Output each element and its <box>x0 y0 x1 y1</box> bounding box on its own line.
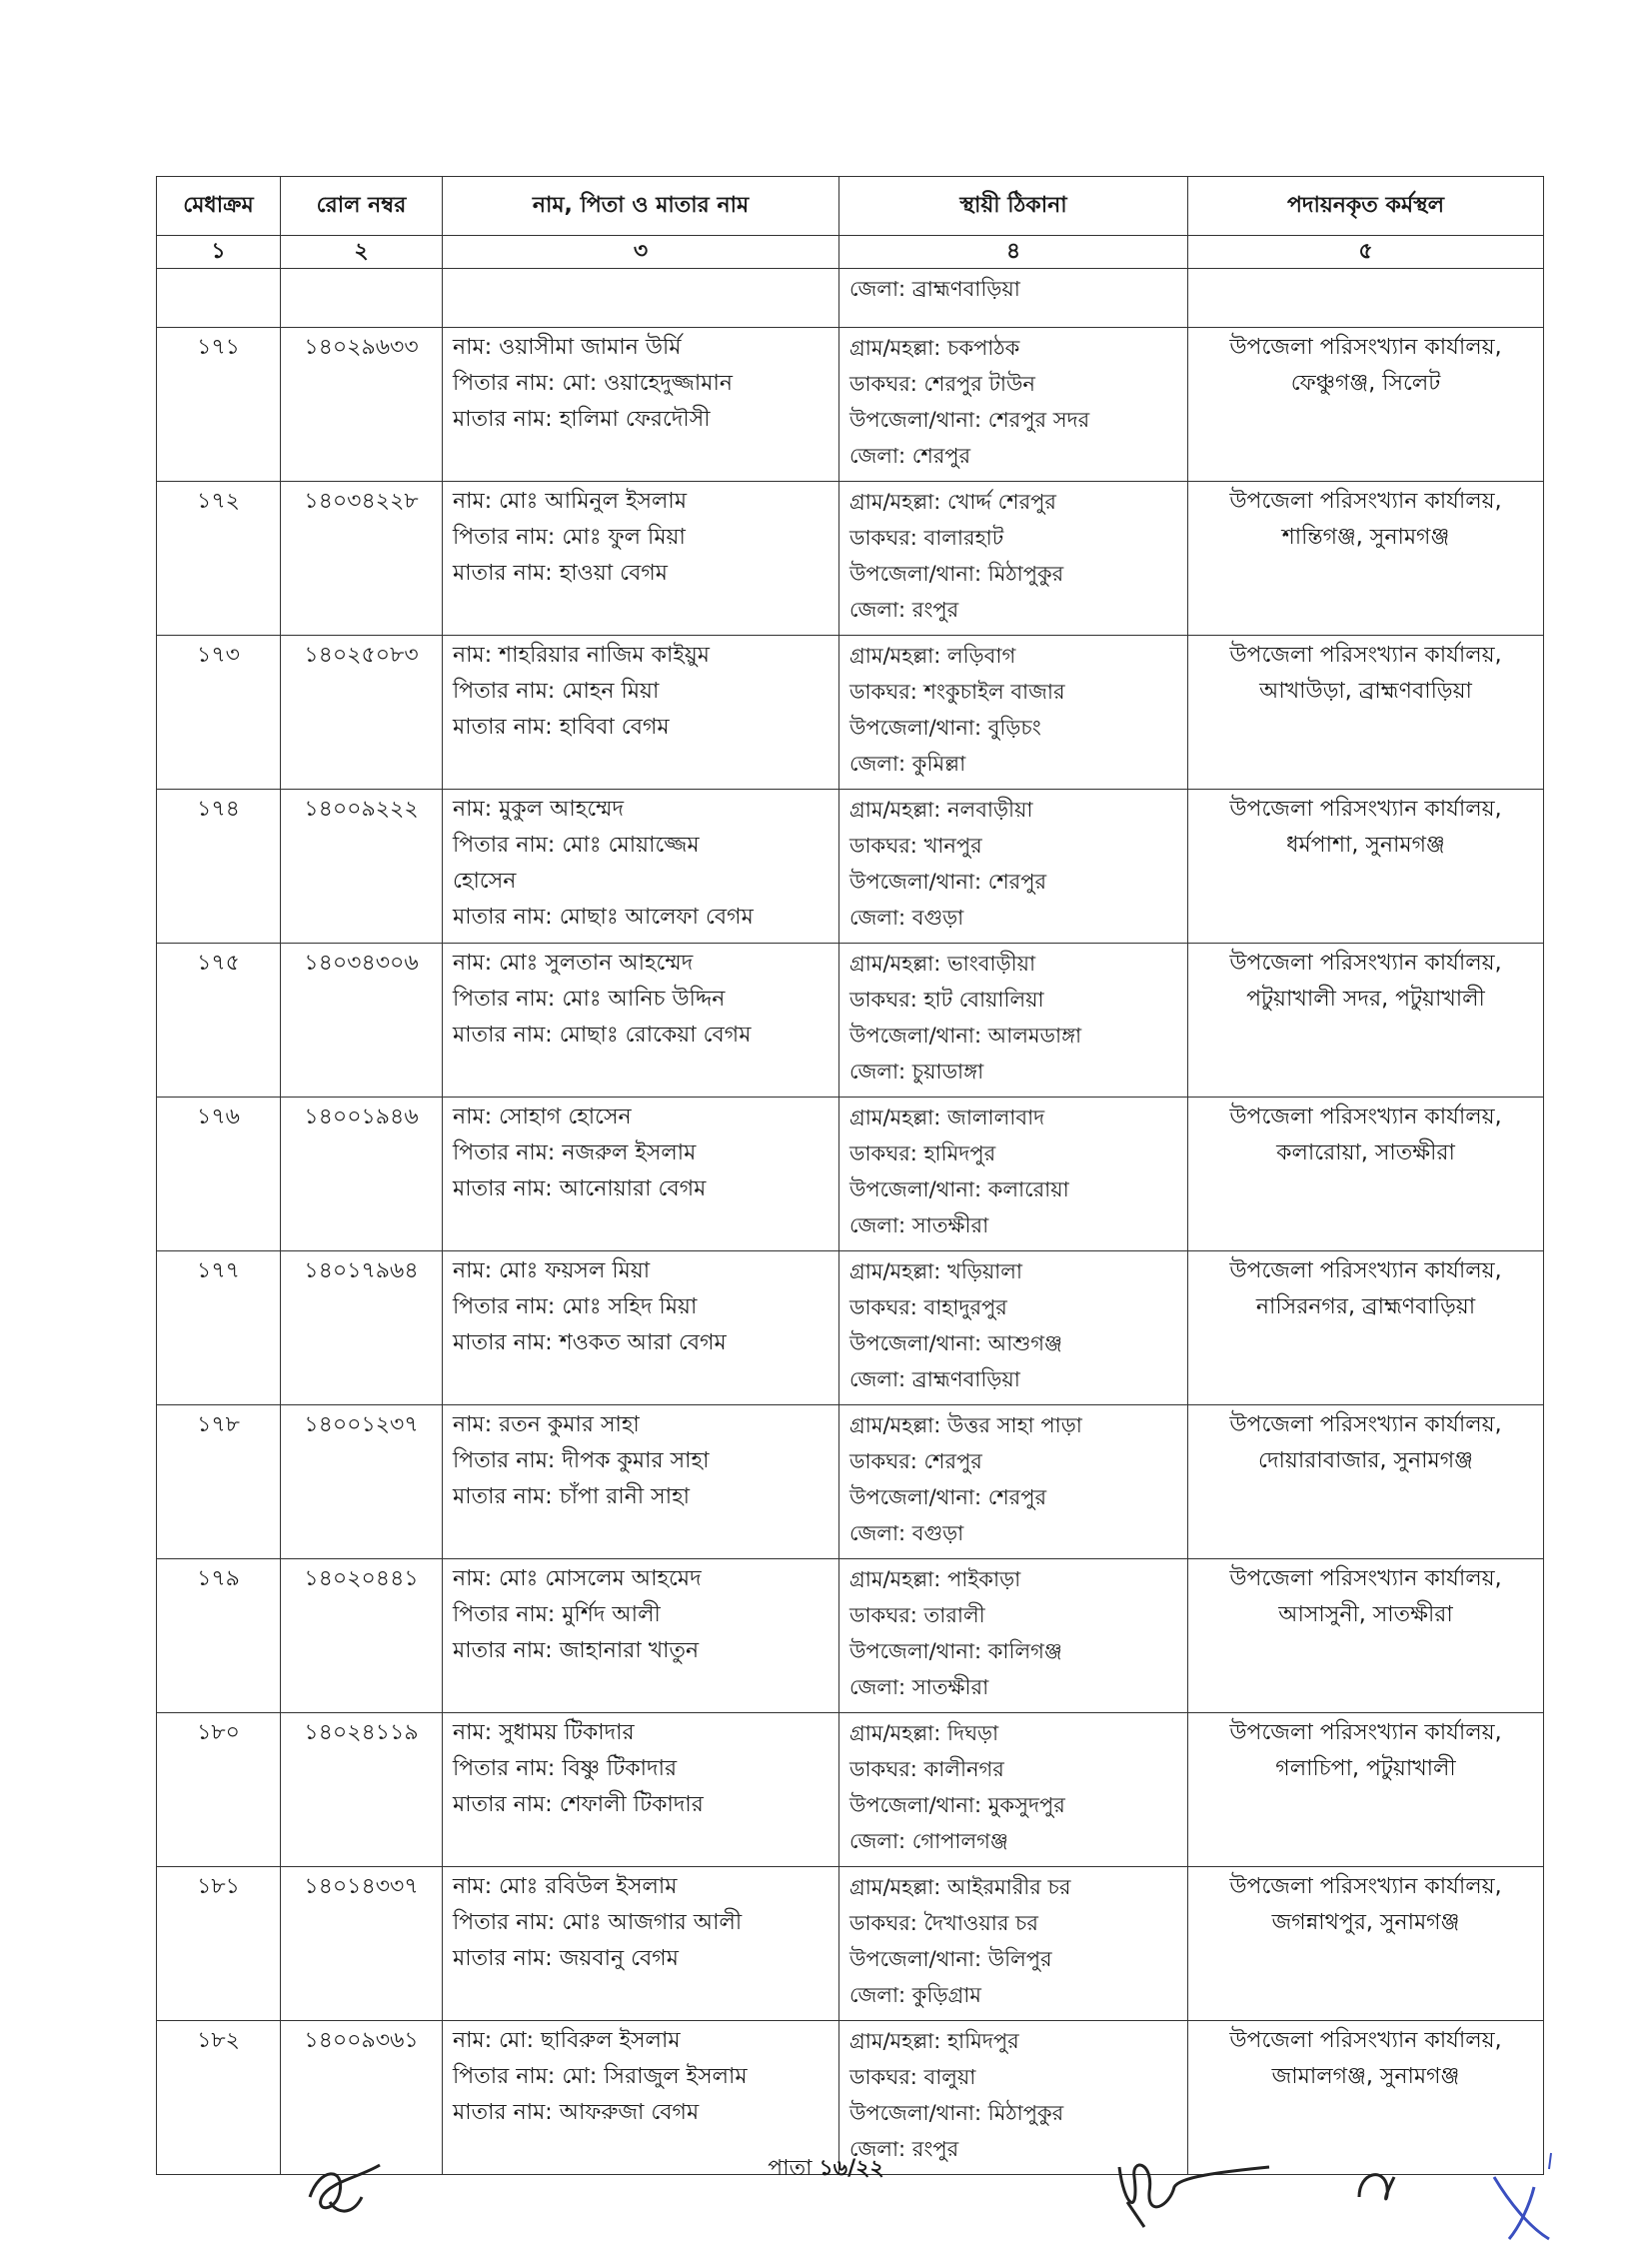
address-village: গ্রাম/মহল্লা: নলবাড়ীয়া <box>849 798 1033 822</box>
roll-number: ১৪০১৪৩৩৭ <box>281 1867 443 2021</box>
person-name: নাম: মোঃ রবিউল ইসলাম <box>453 1874 678 1899</box>
address-post: ডাকঘর: শেরপুর টাউন <box>849 372 1035 396</box>
address-post: ডাকঘর: শংকুচাইল বাজার <box>849 680 1065 704</box>
table-row <box>157 1559 1544 1713</box>
workplace-cell <box>1188 636 1544 790</box>
column-number: ৩ <box>443 236 839 269</box>
person-mother: মাতার নাম: শেফালী টিকাদার <box>453 1792 704 1817</box>
merit-serial: ১৭৪ <box>157 790 281 944</box>
address-village: গ্রাম/মহল্লা: খড়িয়ালা <box>849 1259 1023 1283</box>
workplace-cell <box>1188 1559 1544 1713</box>
merit-serial: ১৭১ <box>157 328 281 482</box>
workplace-place: ফেঞ্চুগঞ্জ, সিলেট <box>1290 371 1441 396</box>
person-name: নাম: মোঃ সুলতান আহম্মেদ <box>453 951 694 976</box>
workplace-office: উপজেলা পরিসংখ্যান কার্যালয়, <box>1229 1412 1502 1437</box>
person-father: পিতার নাম: মোঃ মোয়াজ্জেম <box>453 833 700 858</box>
address-upazila: উপজেলা/থানা: আলমডাঙ্গা <box>849 1024 1082 1048</box>
person-father: পিতার নাম: মোঃ আনিচ উদ্দিন <box>453 987 726 1012</box>
person-mother: মাতার নাম: চাঁপা রানী সাহা <box>453 1484 691 1509</box>
address-village: গ্রাম/মহল্লা: জালালাবাদ <box>849 1106 1045 1129</box>
table-row <box>157 1098 1544 1251</box>
workplace-cell <box>1188 328 1544 482</box>
column-number: ২ <box>281 236 443 269</box>
address-village: গ্রাম/মহল্লা: দিঘড়া <box>849 1721 999 1745</box>
address-cell <box>839 1098 1188 1251</box>
person-mother: মাতার নাম: আনোয়ারা বেগম <box>453 1176 707 1201</box>
address-district: জেলা: সাতক্ষীরা <box>849 1675 989 1699</box>
person-mother: মাতার নাম: মোছাঃ আলেফা বেগম <box>453 905 754 930</box>
address-district: জেলা: বগুড়া <box>849 906 964 930</box>
address-district: জেলা: শেরপুর <box>849 444 971 468</box>
roll-number: ১৪০২৯৬৩৩ <box>281 328 443 482</box>
person-mother: মাতার নাম: মোছাঃ রোকেয়া বেগম <box>453 1023 752 1048</box>
empty-cell <box>281 269 443 328</box>
address-district: জেলা: চুয়াডাঙ্গা <box>849 1060 984 1084</box>
handwritten-initial-mark <box>300 2157 390 2227</box>
workplace-cell <box>1188 1405 1544 1559</box>
address-district: জেলা: ব্রাহ্মণবাড়িয়া <box>849 277 1020 301</box>
merit-serial: ১৮২ <box>157 2021 281 2175</box>
address-upazila: উপজেলা/থানা: কলারোয়া <box>849 1177 1069 1201</box>
person-name: নাম: মোঃ মোসলেম আহমেদ <box>453 1566 702 1591</box>
names-cell <box>443 1251 839 1405</box>
person-father: পিতার নাম: বিষ্ণু টিকাদার <box>453 1756 678 1781</box>
tick-mark <box>1479 2147 1569 2242</box>
workplace-cell <box>1188 790 1544 944</box>
address-post: ডাকঘর: খানপুর <box>849 834 982 858</box>
address-village: গ্রাম/মহল্লা: চকপাঠক <box>849 336 1020 360</box>
address-upazila: উপজেলা/থানা: শেরপুর <box>849 870 1047 894</box>
workplace-place: জামালগঞ্জ, সুনামগঞ্জ <box>1271 2064 1460 2089</box>
workplace-office: উপজেলা পরিসংখ্যান কার্যালয়, <box>1229 643 1502 668</box>
roll-number: ১৪০২৫০৮৩ <box>281 636 443 790</box>
table-row <box>157 482 1544 636</box>
table-row <box>157 790 1544 944</box>
address-district: জেলা: বগুড়া <box>849 1521 964 1545</box>
workplace-office: উপজেলা পরিসংখ্যান কার্যালয়, <box>1229 1720 1502 1745</box>
address-upazila: উপজেলা/থানা: বুড়িচং <box>849 716 1041 740</box>
address-cell <box>839 1867 1188 2021</box>
merit-serial: ১৭৩ <box>157 636 281 790</box>
page-number: ১৬/২২ <box>819 2156 884 2181</box>
continued-address <box>839 269 1188 328</box>
address-district: জেলা: রংপুর <box>849 2137 959 2161</box>
names-cell <box>443 1405 839 1559</box>
person-name: নাম: সোহাগ হোসেন <box>453 1105 632 1129</box>
person-name: নাম: রতন কুমার সাহা <box>453 1412 640 1437</box>
roll-number: ১৪০২০৪৪১ <box>281 1559 443 1713</box>
column-number: ৫ <box>1188 236 1544 269</box>
address-village: গ্রাম/মহল্লা: পাইকাড়া <box>849 1567 1021 1591</box>
roll-number: ১৪০০১২৩৭ <box>281 1405 443 1559</box>
person-father: পিতার নাম: দীপক কুমার সাহা <box>453 1448 710 1473</box>
person-mother: মাতার নাম: জাহানারা খাতুন <box>453 1638 700 1663</box>
names-cell <box>443 1867 839 2021</box>
names-cell <box>443 1098 839 1251</box>
workplace-cell <box>1188 1867 1544 2021</box>
workplace-place: ধর্মপাশা, সুনামগঞ্জ <box>1286 833 1445 858</box>
roll-number: ১৪০১৭৯৬৪ <box>281 1251 443 1405</box>
continuation-row <box>157 269 1544 328</box>
table-row <box>157 944 1544 1098</box>
workplace-office: উপজেলা পরিসংখ্যান কার্যালয়, <box>1229 489 1502 514</box>
address-upazila: উপজেলা/থানা: মিঠাপুকুর <box>849 562 1064 586</box>
table-row <box>157 1251 1544 1405</box>
roll-number: ১৪০৩৪২২৮ <box>281 482 443 636</box>
address-upazila: উপজেলা/থানা: কালিগঞ্জ <box>849 1639 1062 1663</box>
person-father: পিতার নাম: মুর্শিদ আলী <box>453 1602 661 1627</box>
address-village: গ্রাম/মহল্লা: হামিদপুর <box>849 2029 1019 2053</box>
workplace-place: আসাসুনী, সাতক্ষীরা <box>1278 1602 1453 1627</box>
address-post: ডাকঘর: বাহাদুরপুর <box>849 1295 1007 1319</box>
workplace-place: শান্তিগঞ্জ, সুনামগঞ্জ <box>1281 525 1450 550</box>
person-mother: মাতার নাম: জয়বানু বেগম <box>453 1946 679 1971</box>
workplace-office: উপজেলা পরিসংখ্যান কার্যালয়, <box>1229 797 1502 822</box>
workplace-cell <box>1188 1098 1544 1251</box>
address-post: ডাকঘর: দৈখাওয়ার চর <box>849 1911 1038 1935</box>
address-cell <box>839 1405 1188 1559</box>
signature-mark <box>1099 2147 1279 2237</box>
person-father: পিতার নাম: মোঃ সহিদ মিয়া <box>453 1294 698 1319</box>
person-father: পিতার নাম: মো: সিরাজুল ইসলাম <box>453 2064 748 2089</box>
merit-serial: ১৮১ <box>157 1867 281 2021</box>
initial-mark <box>1349 2157 1409 2217</box>
posting-table <box>156 176 1544 2175</box>
roll-number: ১৪০০৯৩৬১ <box>281 2021 443 2175</box>
address-district: জেলা: কুমিল্লা <box>849 752 966 776</box>
workplace-cell <box>1188 944 1544 1098</box>
roll-number: ১৪০০১৯৪৬ <box>281 1098 443 1251</box>
page-label: পাতা <box>768 2156 813 2181</box>
address-district: জেলা: ব্রাহ্মণবাড়িয়া <box>849 1367 1020 1391</box>
workplace-office: উপজেলা পরিসংখ্যান কার্যালয়, <box>1229 335 1502 360</box>
names-cell <box>443 482 839 636</box>
address-village: গ্রাম/মহল্লা: আইরমারীর চর <box>849 1875 1071 1899</box>
person-mother: মাতার নাম: শওকত আরা বেগম <box>453 1330 727 1355</box>
workplace-office: উপজেলা পরিসংখ্যান কার্যালয়, <box>1229 1566 1502 1591</box>
workplace-place: নাসিরনগর, ব্রাহ্মণবাড়িয়া <box>1255 1294 1476 1319</box>
address-village: গ্রাম/মহল্লা: লড়িবাগ <box>849 644 1016 668</box>
roll-number: ১৪০০৯২২২ <box>281 790 443 944</box>
address-cell <box>839 636 1188 790</box>
empty-cell <box>157 269 281 328</box>
workplace-place: জগন্নাথপুর, সুনামগঞ্জ <box>1271 1910 1460 1935</box>
workplace-place: আখাউড়া, ব্রাহ্মণবাড়িয়া <box>1259 679 1472 704</box>
merit-serial: ১৭২ <box>157 482 281 636</box>
merit-serial: ১৭৫ <box>157 944 281 1098</box>
table-header-row <box>157 177 1544 236</box>
merit-serial: ১৭৯ <box>157 1559 281 1713</box>
person-mother: মাতার নাম: হালিমা ফেরদৌসী <box>453 407 711 432</box>
column-number: ৪ <box>839 236 1188 269</box>
address-upazila: উপজেলা/থানা: মুকসুদপুর <box>849 1793 1065 1817</box>
names-cell <box>443 1559 839 1713</box>
person-father2: হোসেন <box>453 869 517 894</box>
address-cell <box>839 944 1188 1098</box>
workplace-place: গলাচিপা, পটুয়াখালী <box>1275 1756 1456 1781</box>
workplace-office: উপজেলা পরিসংখ্যান কার্যালয়, <box>1229 2028 1502 2053</box>
workplace-place: কলারোয়া, সাতক্ষীরা <box>1276 1140 1455 1165</box>
table-row <box>157 1405 1544 1559</box>
person-father: পিতার নাম: মোঃ ফুল মিয়া <box>453 525 686 550</box>
column-number-row <box>157 236 1544 269</box>
table-row <box>157 1713 1544 1867</box>
workplace-office: উপজেলা পরিসংখ্যান কার্যালয়, <box>1229 1258 1502 1283</box>
merit-serial: ১৭৮ <box>157 1405 281 1559</box>
address-upazila: উপজেলা/থানা: শেরপুর সদর <box>849 408 1090 432</box>
address-post: ডাকঘর: হাট বোয়ালিয়া <box>849 988 1044 1012</box>
empty-cell <box>443 269 839 328</box>
merit-serial: ১৮০ <box>157 1713 281 1867</box>
address-district: জেলা: কুড়িগ্রাম <box>849 1983 981 2007</box>
address-village: গ্রাম/মহল্লা: খোর্দ্দ শেরপুর <box>849 490 1056 514</box>
header-names: নাম, পিতা ও মাতার নাম <box>443 177 839 236</box>
address-district: জেলা: রংপুর <box>849 598 959 622</box>
empty-cell <box>1188 269 1544 328</box>
address-cell <box>839 482 1188 636</box>
address-village: গ্রাম/মহল্লা: ভাংবাড়ীয়া <box>849 952 1036 976</box>
names-cell <box>443 1713 839 1867</box>
person-name: নাম: মো: ছাবিরুল ইসলাম <box>453 2028 681 2053</box>
header-workplace: পদায়নকৃত কর্মস্থল <box>1188 177 1544 236</box>
address-upazila: উপজেলা/থানা: উলিপুর <box>849 1947 1052 1971</box>
workplace-cell <box>1188 482 1544 636</box>
names-cell <box>443 636 839 790</box>
merit-serial: ১৭৬ <box>157 1098 281 1251</box>
person-name: নাম: মোঃ ফয়সল মিয়া <box>453 1258 651 1283</box>
workplace-office: উপজেলা পরিসংখ্যান কার্যালয়, <box>1229 1105 1502 1129</box>
person-name: নাম: মুকুল আহম্মেদ <box>453 797 625 822</box>
workplace-place: দোয়ারাবাজার, সুনামগঞ্জ <box>1258 1448 1473 1473</box>
merit-serial: ১৭৭ <box>157 1251 281 1405</box>
workplace-place: পটুয়াখালী সদর, পটুয়াখালী <box>1246 987 1485 1012</box>
address-district: জেলা: সাতক্ষীরা <box>849 1213 989 1237</box>
person-father: পিতার নাম: মোহন মিয়া <box>453 679 660 704</box>
names-cell <box>443 944 839 1098</box>
header-merit: মেধাক্রম <box>157 177 281 236</box>
names-cell <box>443 328 839 482</box>
address-cell <box>839 1251 1188 1405</box>
address-upazila: উপজেলা/থানা: শেরপুর <box>849 1485 1047 1509</box>
workplace-office: উপজেলা পরিসংখ্যান কার্যালয়, <box>1229 951 1502 976</box>
workplace-cell <box>1188 1713 1544 1867</box>
address-post: ডাকঘর: হামিদপুর <box>849 1141 996 1165</box>
person-name: নাম: ওয়াসীমা জামান উর্মি <box>453 335 682 360</box>
address-post: ডাকঘর: শেরপুর <box>849 1449 982 1473</box>
person-mother: মাতার নাম: আফরুজা বেগম <box>453 2100 700 2125</box>
address-post: ডাকঘর: বালুয়া <box>849 2065 976 2089</box>
table-row <box>157 636 1544 790</box>
person-father: পিতার নাম: মো: ওয়াহেদুজ্জামান <box>453 371 733 396</box>
names-cell <box>443 790 839 944</box>
address-post: ডাকঘর: কালীনগর <box>849 1757 1004 1781</box>
table-row <box>157 1867 1544 2021</box>
address-upazila: উপজেলা/থানা: আশুগঞ্জ <box>849 1331 1062 1355</box>
person-father: পিতার নাম: মোঃ আজগার আলী <box>453 1910 743 1935</box>
person-mother: মাতার নাম: হাওয়া বেগম <box>453 561 668 586</box>
person-mother: মাতার নাম: হাবিবা বেগম <box>453 715 670 740</box>
address-cell <box>839 328 1188 482</box>
roll-number: ১৪০৩৪৩০৬ <box>281 944 443 1098</box>
person-name: নাম: সুধাময় টিকাদার <box>453 1720 635 1745</box>
person-name: নাম: মোঃ আমিনুল ইসলাম <box>453 489 688 514</box>
column-number: ১ <box>157 236 281 269</box>
address-post: ডাকঘর: বালারহাট <box>849 526 1004 550</box>
header-address: স্থায়ী ঠিকানা <box>839 177 1188 236</box>
person-father: পিতার নাম: নজরুল ইসলাম <box>453 1140 697 1165</box>
address-cell <box>839 790 1188 944</box>
workplace-cell <box>1188 1251 1544 1405</box>
workplace-office: উপজেলা পরিসংখ্যান কার্যালয়, <box>1229 1874 1502 1899</box>
address-cell <box>839 1713 1188 1867</box>
address-district: জেলা: গোপালগঞ্জ <box>849 1829 1008 1853</box>
address-post: ডাকঘর: তারালী <box>849 1603 985 1627</box>
person-name: নাম: শাহরিয়ার নাজিম কাইয়ুম <box>453 643 711 668</box>
address-cell <box>839 1559 1188 1713</box>
address-upazila: উপজেলা/থানা: মিঠাপুকুর <box>849 2101 1064 2125</box>
roll-number: ১৪০২৪১১৯ <box>281 1713 443 1867</box>
address-village: গ্রাম/মহল্লা: উত্তর সাহা পাড়া <box>849 1413 1082 1437</box>
table-row <box>157 328 1544 482</box>
header-roll: রোল নম্বর <box>281 177 443 236</box>
